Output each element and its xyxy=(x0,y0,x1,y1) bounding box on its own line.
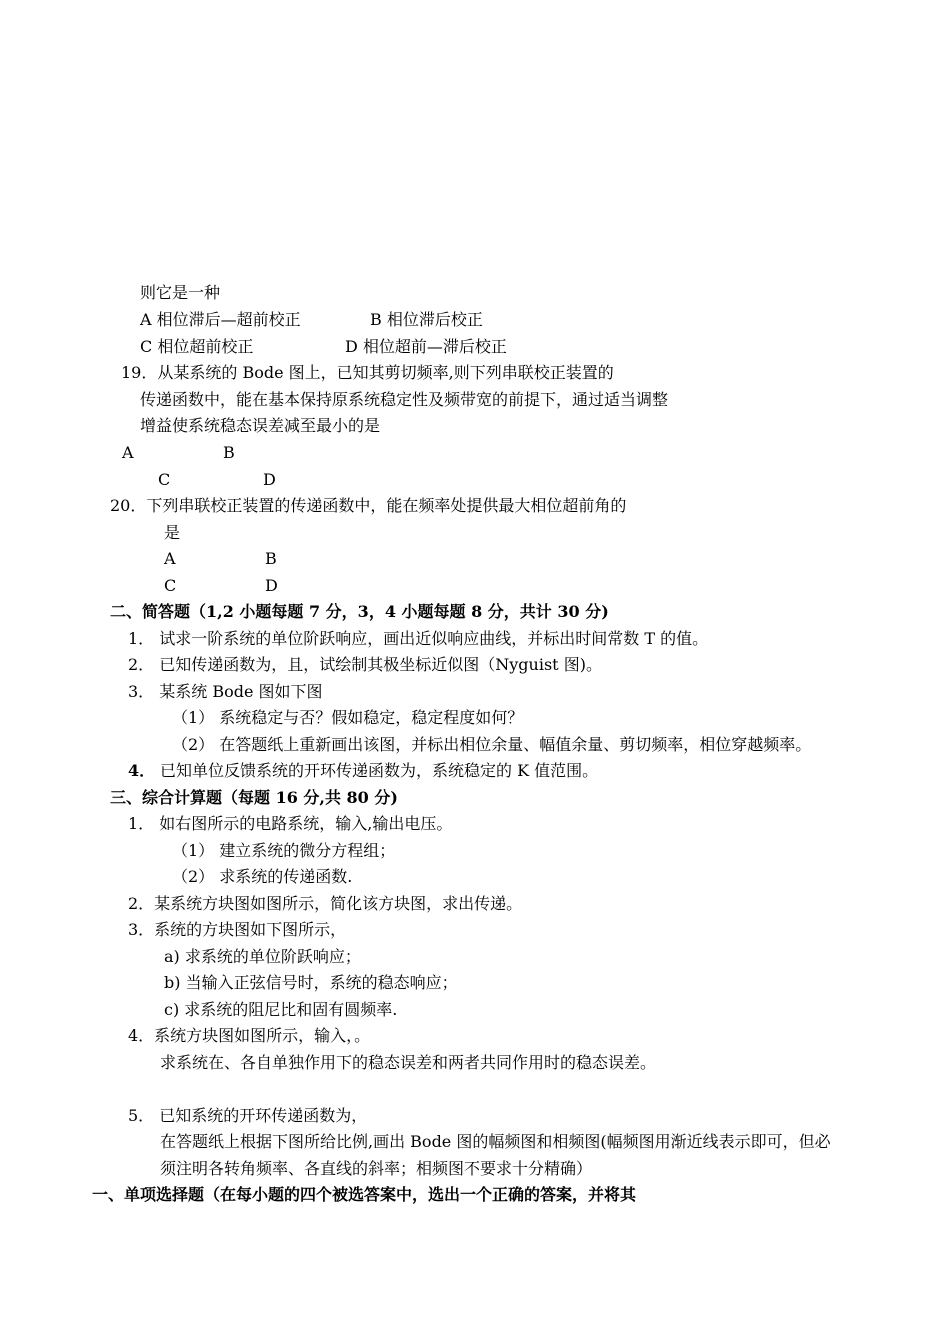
q20-option-a: A xyxy=(164,549,176,568)
s3-question-4-line-2: 求系统在、各自单独作用下的稳态误差和两者共同作用时的稳态误差。 xyxy=(160,1053,657,1072)
q19-option-a: A xyxy=(122,443,134,462)
q19-line-1: 19．从某系统的 Bode 图上，已知其剪切频率,则下列串联校正装置的 xyxy=(121,363,614,382)
q19-line-2: 传递函数中，能在基本保持原系统稳定性及频带宽的前提下，通过适当调整 xyxy=(140,390,669,409)
q19-option-b: B xyxy=(223,443,235,462)
s3-question-1: 1． 如右图所示的电路系统，输入,输出电压。 xyxy=(128,814,453,833)
s3-question-5-line-3: 须注明各转角频率、各直线的斜率；相频图不要求十分精确） xyxy=(160,1159,593,1178)
section-2-heading: 二、简答题（1,2 小题每题 7 分，3，4 小题每题 8 分，共计 30 分) xyxy=(110,602,609,621)
s3-question-3-part-a: a) 求系统的单位阶跃响应； xyxy=(164,947,361,966)
q20-option-c: C xyxy=(164,576,177,595)
q20-option-d: D xyxy=(265,576,278,595)
q20-line-1: 20．下列串联校正装置的传递函数中，能在频率处提供最大相位超前角的 xyxy=(110,496,627,515)
s3-question-2: 2．某系统方块图如图所示，简化该方块图，求出传递。 xyxy=(128,894,523,913)
s3-question-3: 3．系统的方块图如下图所示， xyxy=(128,920,347,939)
s2-question-4-text: 已知单位反馈系统的开环传递函数为，系统稳定的 K 值范围。 xyxy=(160,761,599,780)
q18-option-b: B 相位滞后校正 xyxy=(370,310,483,329)
q19-option-d: D xyxy=(263,470,276,489)
s3-question-5: 5． 已知系统的开环传递函数为， xyxy=(128,1106,368,1125)
s2-question-2: 2． 已知传递函数为，且，试绘制其极坐标近似图（Nyguist 图)。 xyxy=(128,655,602,674)
s2-question-4-number: 4． xyxy=(128,761,156,780)
s3-question-3-part-c: c) 求系统的阻尼比和固有圆频率. xyxy=(164,1000,398,1019)
q19-option-c: C xyxy=(158,470,171,489)
s3-question-4: 4．系统方块图如图所示，输入，。 xyxy=(128,1026,371,1045)
q20-line-2: 是 xyxy=(164,523,181,542)
q18-option-d: D 相位超前—滞后校正 xyxy=(345,337,507,356)
s3-question-1-part-2: （2） 求系统的传递函数. xyxy=(172,867,353,886)
q18-option-a: A 相位滞后—超前校正 xyxy=(140,310,301,329)
s3-question-3-part-b: b) 当输入正弦信号时，系统的稳态响应； xyxy=(164,973,458,992)
q19-line-3: 增益使系统稳态误差减至最小的是 xyxy=(140,416,381,435)
section-1-heading: 一、单项选择题（在每小题的四个被选答案中，选出一个正确的答案，并将其 xyxy=(92,1185,637,1204)
q20-option-b: B xyxy=(265,549,277,568)
section-3-heading: 三、综合计算题（每题 16 分,共 80 分) xyxy=(110,788,398,807)
s2-question-3: 3． 某系统 Bode 图如下图 xyxy=(128,682,323,701)
q18-stem-tail: 则它是一种 xyxy=(140,283,221,302)
s2-question-3-part-1: （1） 系统稳定与否？假如稳定，稳定程度如何？ xyxy=(172,708,524,727)
s3-question-1-part-1: （1） 建立系统的微分方程组； xyxy=(172,841,396,860)
s2-question-3-part-2: （2） 在答题纸上重新画出该图，并标出相位余量、幅值余量、剪切频率，相位穿越频率。 xyxy=(172,735,812,754)
s3-question-5-line-2: 在答题纸上根据下图所给比例,画出 Bode 图的幅频图和相频图(幅频图用渐近线表示即可，但必 xyxy=(160,1132,831,1151)
q18-option-c: C 相位超前校正 xyxy=(140,337,254,356)
s2-question-1: 1． 试求一阶系统的单位阶跃响应，画出近似响应曲线，并标出时间常数 T 的值。 xyxy=(128,629,709,648)
